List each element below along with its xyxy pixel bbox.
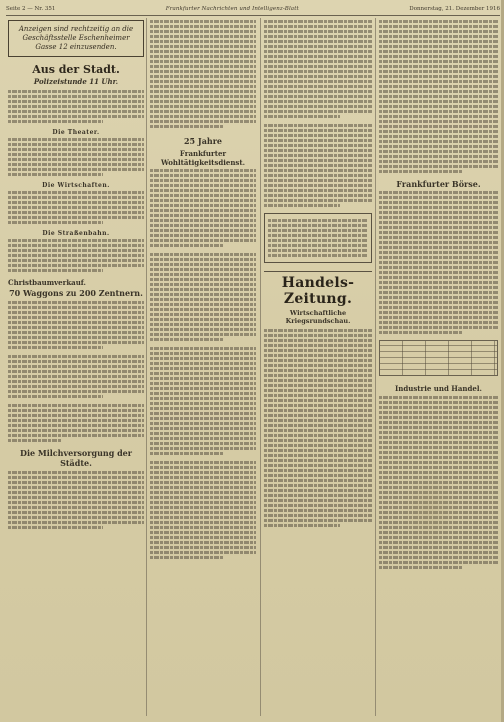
column-4 <box>377 18 500 716</box>
column-2 <box>148 18 258 716</box>
section-heading: Industrie und Handel. <box>395 384 482 393</box>
section-subheading: Polizeistunde 11 Uhr. <box>33 77 119 86</box>
section-heading: Die Milchversorgung der Städte. <box>20 448 132 468</box>
section-heading: Christbaumverkauf. <box>8 278 86 287</box>
article-text <box>8 471 144 529</box>
article-text <box>264 124 372 207</box>
article-text <box>150 253 256 341</box>
article-text <box>150 461 256 559</box>
page-header <box>6 3 500 16</box>
header-newspaper-title: Frankfurter Nachrichten und Intelligenz-Blatt <box>165 6 299 12</box>
article-text <box>8 138 144 176</box>
column-rule <box>146 18 147 716</box>
paper-stain <box>400 470 460 550</box>
article-text <box>379 191 498 334</box>
column-3 <box>262 18 374 716</box>
article-text <box>8 301 144 349</box>
section-subheading: Frankfurter Wohltätigkeitsdienst. <box>160 149 246 167</box>
article-text <box>8 90 144 123</box>
article-text <box>8 404 144 442</box>
market-table <box>379 340 498 376</box>
article-text <box>8 355 144 398</box>
header-page-number: Seite 2 — Nr. 351 <box>6 6 56 12</box>
article-text <box>379 20 498 173</box>
column-rule <box>260 18 261 716</box>
section-subheading: 70 Waggons zu 200 Zentnern. <box>9 288 143 298</box>
column-rule <box>375 18 376 716</box>
section-heading: Aus der Stadt. <box>32 63 120 76</box>
column-1 <box>6 18 146 716</box>
section-heading: Frankfurter Börse. <box>396 179 481 189</box>
article-text <box>150 347 256 455</box>
section-heading: 25 Jahre <box>183 136 222 146</box>
subsection-title: Die Wirtschaften. <box>42 182 110 189</box>
article-text <box>264 20 372 118</box>
notice-box: Anzeigen sind rechtzeitig an die Geschäftsstelle Eschenheimer Gasse 12 einzusenden. <box>8 20 144 57</box>
section-subheading: Wirtschaftliche Kriegsrundschau. <box>285 309 351 325</box>
subsection-title: Die Straßenbahn. <box>42 230 110 237</box>
article-text <box>8 191 144 224</box>
article-text <box>8 239 144 272</box>
article-text <box>150 20 256 128</box>
header-date: Donnerstag, 21. Dezember 1916 <box>409 6 500 12</box>
article-text <box>264 329 372 527</box>
article-text <box>150 169 256 247</box>
advertisement-box <box>264 213 372 263</box>
subsection-title: Die Theater. <box>52 129 100 136</box>
section-banner: Handels-Zeitung. <box>264 271 372 307</box>
